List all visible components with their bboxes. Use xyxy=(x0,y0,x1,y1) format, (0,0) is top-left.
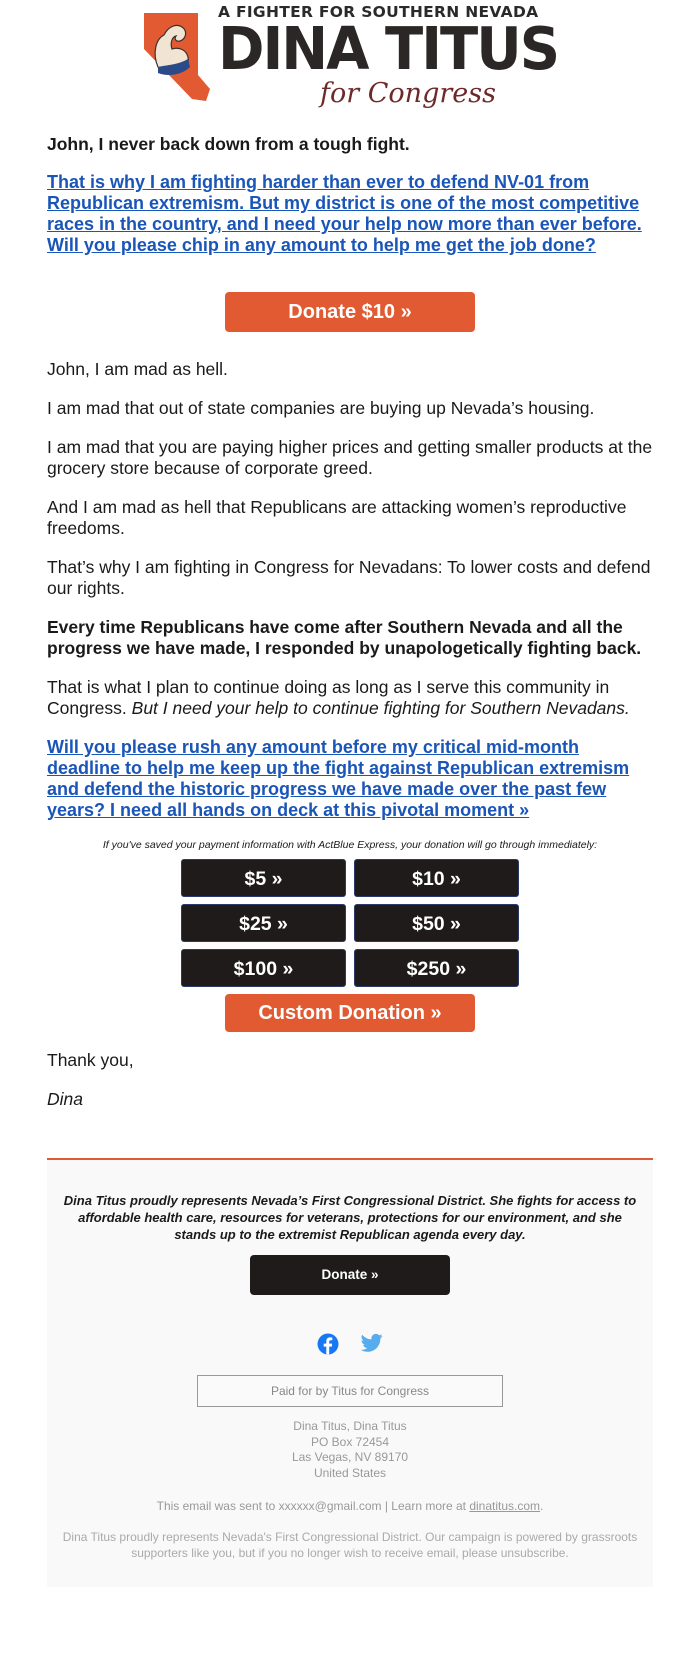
donate-100-button[interactable]: $100 » xyxy=(181,949,346,987)
donate-10-amount-button[interactable]: $10 » xyxy=(354,859,519,897)
paid-for-box: Paid for by Titus for Congress xyxy=(197,1375,503,1407)
donate-50-button[interactable]: $50 » xyxy=(354,904,519,942)
facebook-icon[interactable] xyxy=(317,1333,339,1355)
footer-blurb: Dina Titus proudly represents Nevada’s First Congressional District. She fights for access to affordable health care, resources for veterans, protections for our environment, and she stands up to the extremist Republican agenda every day. xyxy=(63,1193,637,1242)
footer xyxy=(47,1160,653,1587)
email-body xyxy=(47,0,653,1587)
campaign-logo[interactable] xyxy=(47,2,653,110)
paragraph-plan xyxy=(47,677,653,719)
paragraph-bold-fighting-back: Every time Republicans have come after Southern Nevada and all the progress we have made, I responded by unapologetically fighting back. xyxy=(47,617,642,658)
plan-text: That is what I plan to continue doing as long as I serve this community in Congress. xyxy=(47,677,610,718)
signature: Dina xyxy=(47,1089,83,1109)
donate-25-button[interactable]: $25 » xyxy=(181,904,346,942)
donate-5-button[interactable]: $5 » xyxy=(181,859,346,897)
social-links xyxy=(59,1333,641,1355)
closing-thanks: Thank you, xyxy=(47,1050,134,1070)
nevada-flexed-arm-icon xyxy=(142,9,212,103)
address-line: United States xyxy=(313,1465,387,1480)
unsubscribe-notice[interactable]: Dina Titus proudly represents Nevada's First Congressional District. Our campaign is powered by grassroots supporters like you, but if you no longer wish to receive email, please unsubscribe. xyxy=(62,1530,638,1560)
address-line: Dina Titus, Dina Titus xyxy=(293,1419,407,1433)
logo-for-congress: for Congress xyxy=(320,78,496,110)
paragraph-fighting: That’s why I am fighting in Congress for Nevadans: To lower costs and defend our rights. xyxy=(47,557,651,598)
donate-250-button[interactable]: $250 » xyxy=(354,949,519,987)
lead-donate-link[interactable]: That is why I am fighting harder than ever to defend NV-01 from Republican extremism. But my district is one of the most competitive races in the country, and I need your help now more than ever before. Will you please chip in any amount to help me get the job done? xyxy=(47,172,642,255)
paragraph-prices: I am mad that you are paying higher prices and getting smaller products at the grocery store because of corporate greed. xyxy=(47,437,653,478)
paragraph-freedoms: And I am mad as hell that Republicans are attacking women’s reproductive freedoms. xyxy=(47,497,627,538)
donation-amount-grid xyxy=(181,859,519,987)
intro-line: John, I never back down from a tough fight. xyxy=(47,134,410,154)
custom-donation-button[interactable]: Custom Donation » xyxy=(225,994,475,1032)
logo-candidate-name: DINA TITUS xyxy=(217,15,559,84)
donate-10-button[interactable]: Donate $10 » xyxy=(225,292,475,332)
rush-donate-link[interactable]: Will you please rush any amount before my critical mid-month deadline to help me keep up the fight against Republican extremism and defend the historic progress we have made over the past few years? I need all hands on deck at this pivotal moment » xyxy=(47,737,630,820)
logo-tagline: A FIGHTER FOR SOUTHERN NEVADA xyxy=(217,2,539,21)
footer-donate-button[interactable]: Donate » xyxy=(250,1255,450,1295)
twitter-icon[interactable] xyxy=(361,1333,383,1353)
mailing-address xyxy=(59,1419,641,1481)
actblue-express-note: If you've saved your payment information with ActBlue Express, your donation will go through immediately: xyxy=(102,839,598,851)
sent-to-suffix: . xyxy=(540,1499,544,1513)
paragraph-mad: John, I am mad as hell. xyxy=(47,359,228,379)
address-line: PO Box 72454 xyxy=(310,1434,390,1449)
sent-to-line xyxy=(59,1499,641,1513)
site-link[interactable]: dinatitus.com xyxy=(469,1499,541,1513)
address-line: Las Vegas, NV 89170 xyxy=(291,1450,409,1464)
sent-to-text: This email was sent to xxxxxx@gmail.com | Learn more at xyxy=(156,1499,470,1513)
plan-italic-text: But I need your help to continue fighting for Southern Nevadans. xyxy=(131,698,630,718)
paragraph-housing: I am mad that out of state companies are buying up Nevada’s housing. xyxy=(47,398,595,418)
